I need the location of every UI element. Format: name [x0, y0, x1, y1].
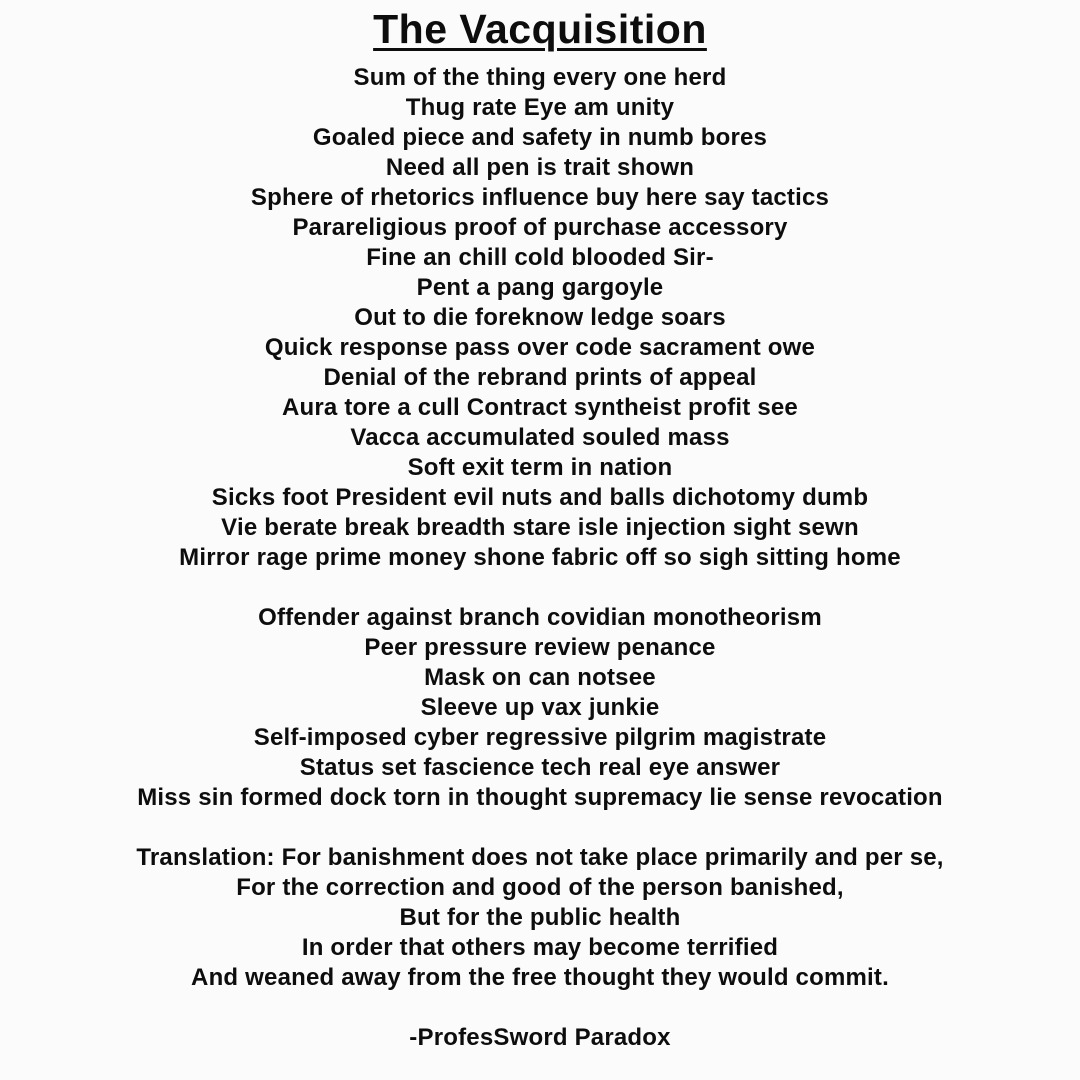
poem-line: But for the public health — [399, 904, 681, 932]
poem-line: Pent a pang gargoyle — [416, 274, 664, 302]
poem-line: In order that others may become terrified — [301, 934, 779, 962]
poem-line: Offender against branch covidian monotheorism — [258, 604, 822, 632]
poem-line: Mask on can notsee — [424, 664, 656, 692]
poem-line: Parareligious proof of purchase accessory — [292, 214, 788, 242]
poem-line: Sicks foot President evil nuts and balls dichotomy dumb — [211, 484, 869, 512]
poem-line: Aura tore a cull Contract syntheist profit see — [282, 394, 798, 422]
stanza-3 — [0, 843, 1080, 993]
poem-line: Miss sin formed dock torn in thought supremacy lie sense revocation — [137, 784, 943, 812]
poem-line: Denial of the rebrand prints of appeal — [323, 364, 757, 392]
stanza-1 — [0, 63, 1080, 573]
poem-line: Quick response pass over code sacrament owe — [264, 334, 816, 362]
poem-line: Translation: For banishment does not take place primarily and per se, — [136, 844, 944, 872]
poem-line: Soft exit term in nation — [407, 454, 673, 482]
poem-line: Sum of the thing every one herd — [353, 64, 727, 92]
poem-line: Out to die foreknow ledge soars — [354, 304, 726, 332]
poem-line: For the correction and good of the person banished, — [236, 874, 844, 902]
poem-line: And weaned away from the free thought they would commit. — [191, 964, 889, 992]
poem-line: Vie berate break breadth stare isle injection sight sewn — [221, 514, 859, 542]
poem-line: Need all pen is trait shown — [385, 154, 695, 182]
poem-line: Thug rate Eye am unity — [405, 94, 675, 122]
poem-line: Self-imposed cyber regressive pilgrim magistrate — [253, 724, 827, 752]
poem-body — [0, 63, 1080, 993]
poem-line: Peer pressure review penance — [364, 634, 716, 662]
stanza-2 — [0, 603, 1080, 813]
poem-line: Goaled piece and safety in numb bores — [312, 124, 768, 152]
poem-title: The Vacquisition — [373, 6, 707, 52]
poem-line: Mirror rage prime money shone fabric off so sigh sitting home — [179, 544, 901, 572]
author-signature: -ProfesSword Paradox — [409, 1024, 671, 1052]
poem-line: Sleeve up vax junkie — [420, 694, 660, 722]
poem-line: Vacca accumulated souled mass — [350, 424, 730, 452]
poem-line: Status set fascience tech real eye answer — [299, 754, 781, 782]
poem-line: Fine an chill cold blooded Sir- — [366, 244, 714, 272]
poem-line: Sphere of rhetorics influence buy here say tactics — [250, 184, 830, 212]
